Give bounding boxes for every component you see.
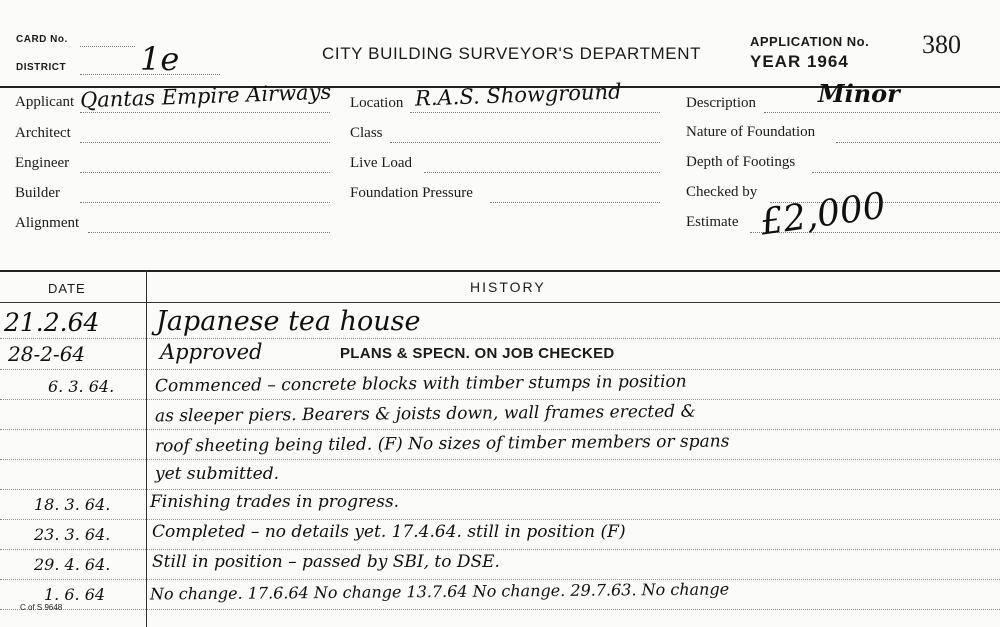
- alignment-line: [88, 232, 330, 233]
- description-line: [764, 112, 1000, 113]
- history-column-divider: [146, 270, 147, 627]
- live-load-label: Live Load: [350, 155, 413, 171]
- location-value: R.A.S. Showground: [414, 79, 622, 111]
- history-entry: as sleeper piers. Bearers & joists down, wall frames erected &: [154, 401, 696, 427]
- district-label: DISTRICT: [16, 62, 67, 73]
- row-rule: [0, 579, 1000, 580]
- engineer-line: [80, 172, 330, 173]
- plans-checked-stamp: PLANS & SPECN. ON JOB CHECKED: [340, 345, 615, 362]
- applicant-label: Applicant: [15, 94, 75, 110]
- row-rule: [0, 609, 1000, 610]
- history-entry: Completed – no details yet. 17.4.64. still in position (F): [152, 522, 626, 542]
- nature-of-foundation-line: [836, 142, 1000, 143]
- history-column-header: HISTORY: [470, 279, 546, 295]
- applicant-value: Qantas Empire Airways: [79, 79, 332, 113]
- history-entry: No change. 17.6.64 No change 13.7.64 No change. 29.7.63. No change: [149, 579, 730, 604]
- description-value: Minor: [818, 79, 900, 108]
- history-entry: Still in position – passed by SBI, to DSE.: [152, 552, 500, 572]
- history-date: 6. 3. 64.: [48, 377, 115, 396]
- alignment-label: Alignment: [15, 215, 80, 231]
- row-rule: [0, 369, 1000, 370]
- history-entry: Finishing trades in progress.: [150, 492, 400, 512]
- builder-label: Builder: [15, 185, 60, 201]
- history-entry: yet submitted.: [155, 464, 280, 484]
- application-number: 380: [922, 30, 961, 59]
- applicant-line: [80, 112, 330, 113]
- row-rule: [0, 549, 1000, 550]
- live-load-line: [424, 172, 660, 173]
- row-rule: [0, 519, 1000, 520]
- year-label: YEAR 1964: [750, 52, 849, 71]
- checked-by-label: Checked by: [686, 184, 758, 200]
- row-rule: [0, 429, 1000, 430]
- architect-label: Architect: [15, 125, 71, 141]
- location-label: Location: [350, 95, 404, 111]
- card-no-label: CARD No.: [16, 34, 68, 45]
- history-entry: Japanese tea house: [156, 306, 421, 337]
- date-column-header: DATE: [48, 281, 86, 296]
- row-rule: [0, 399, 1000, 400]
- class-line: [390, 142, 660, 143]
- engineer-label: Engineer: [15, 155, 70, 171]
- history-date: 29. 4. 64.: [34, 555, 111, 574]
- district-value: 1e: [140, 40, 180, 78]
- builder-line: [80, 202, 330, 203]
- description-label: Description: [686, 95, 756, 111]
- estimate-label: Estimate: [686, 214, 739, 230]
- class-label: Class: [350, 125, 383, 141]
- estimate-value: £2,000: [757, 185, 889, 244]
- location-line: [410, 112, 660, 113]
- history-date: 21.2.64: [4, 308, 100, 337]
- form-number: C of S 9648: [20, 603, 63, 612]
- history-entry: roof sheeting being tiled. (F) No sizes of timber members or spans: [154, 431, 730, 457]
- foundation-pressure-label: Foundation Pressure: [350, 185, 473, 201]
- depth-of-footings-label: Depth of Footings: [686, 154, 796, 170]
- card-no-line: [80, 46, 135, 47]
- history-date: 28-2-64: [8, 342, 86, 366]
- department-title: CITY BUILDING SURVEYOR'S DEPARTMENT: [322, 44, 702, 63]
- history-date: 18. 3. 64.: [34, 495, 111, 514]
- history-entry: Approved: [160, 340, 263, 364]
- nature-of-foundation-label: Nature of Foundation: [686, 124, 816, 140]
- row-rule: [0, 489, 1000, 490]
- history-date: 1. 6. 64: [44, 585, 106, 604]
- application-label: APPLICATION No.: [750, 34, 870, 49]
- history-header-underline: [0, 302, 1000, 303]
- history-entry: Commenced – concrete blocks with timber stumps in position: [154, 371, 687, 397]
- architect-line: [80, 142, 330, 143]
- depth-of-footings-line: [812, 172, 1000, 173]
- row-rule: [0, 459, 1000, 460]
- row-rule: [0, 338, 1000, 339]
- history-top-border: [0, 270, 1000, 272]
- history-date: 23. 3. 64.: [34, 525, 111, 544]
- foundation-pressure-line: [490, 202, 660, 203]
